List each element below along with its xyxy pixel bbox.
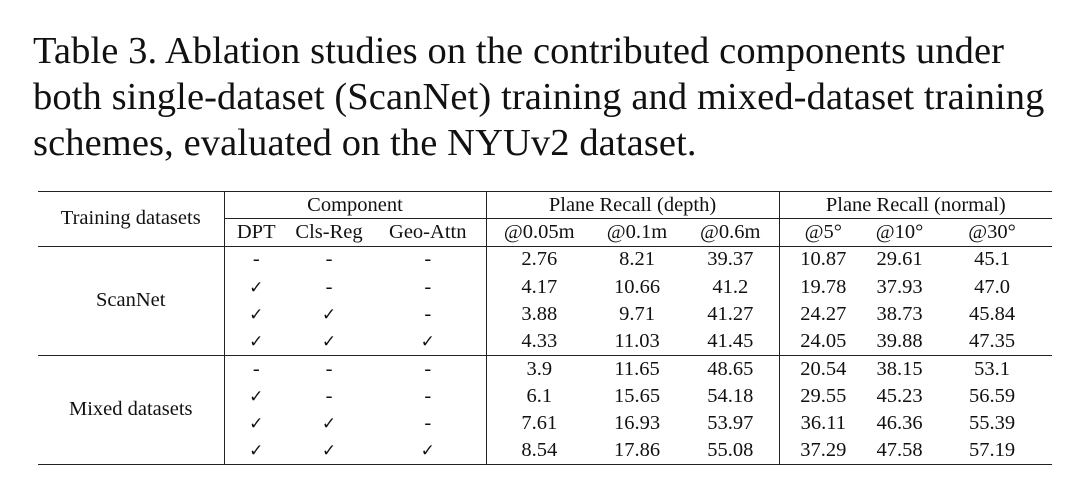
table-cell <box>370 383 486 410</box>
col-header-normal-5: @5° <box>804 220 842 243</box>
table-cell <box>224 383 288 410</box>
metric-value: 45.1 <box>974 248 1010 271</box>
table-cell <box>224 301 288 328</box>
caption-line: schemes, evaluated on the NYUv2 dataset. <box>33 122 697 164</box>
metric-value: 29.61 <box>876 248 923 271</box>
cell-dpt: ✓ <box>249 331 264 352</box>
metric-value: 3.9 <box>526 357 553 380</box>
col-header-depth-005: @0.05m <box>503 220 575 243</box>
table-cell <box>370 246 486 273</box>
metric-value: 17.86 <box>613 439 661 462</box>
table-cell <box>370 273 486 300</box>
metric-value: 7.61 <box>521 412 558 435</box>
table-cell <box>224 328 288 355</box>
caption-line: Table 3. Ablation studies on the contributed components under <box>33 30 1005 72</box>
table-cell <box>370 355 486 382</box>
table-cell <box>288 410 370 437</box>
col-header-depth-06: @0.6m <box>682 219 779 246</box>
row-group-label: Mixed datasets <box>38 355 224 464</box>
cell-dpt: ✓ <box>249 277 264 298</box>
metric-value: 4.17 <box>521 275 558 298</box>
col-header-dpt: DPT <box>236 220 276 243</box>
table-cell <box>224 355 288 382</box>
cell-cls-reg: ✓ <box>321 441 337 462</box>
table-cell <box>224 273 288 300</box>
metric-value: 41.45 <box>682 328 779 355</box>
row-group-label: ScanNet <box>38 246 224 355</box>
metric-value: 53.1 <box>974 357 1010 380</box>
cell-cls-reg: - <box>325 384 333 407</box>
table-cell <box>288 301 370 328</box>
metric-value: 41.2 <box>682 273 779 300</box>
metric-value: 24.05 <box>800 329 847 352</box>
cell-cls-reg: ✓ <box>321 331 337 352</box>
cell-dpt: - <box>252 248 260 271</box>
metric-value: 24.27 <box>800 302 847 325</box>
metric-value: 29.55 <box>800 384 847 407</box>
table-cell <box>224 246 288 273</box>
metric-value: 55.08 <box>682 437 779 464</box>
table-cell <box>224 437 288 464</box>
col-header-cls-reg: Cls-Reg <box>295 220 363 243</box>
table-cell <box>288 437 370 464</box>
metric-value: 4.33 <box>521 329 558 352</box>
ablation-table <box>38 191 1052 465</box>
cell-geo-attn: ✓ <box>420 441 435 462</box>
cell-cls-reg: - <box>325 248 333 271</box>
cell-dpt: ✓ <box>249 414 264 435</box>
metric-value: 39.37 <box>682 246 779 273</box>
metric-value: 15.65 <box>613 384 661 407</box>
metric-value: 3.88 <box>521 302 558 325</box>
table-cell <box>370 301 486 328</box>
table-caption <box>33 28 1063 166</box>
metric-value: 53.97 <box>682 410 779 437</box>
metric-value: 37.29 <box>800 439 847 462</box>
metric-value: 37.93 <box>876 275 923 298</box>
table-cell <box>288 383 370 410</box>
cell-geo-attn: - <box>424 412 432 435</box>
table-cell <box>370 410 486 437</box>
cell-cls-reg: ✓ <box>321 304 337 325</box>
cell-geo-attn: ✓ <box>420 331 435 352</box>
metric-value: 10.66 <box>613 275 661 298</box>
metric-value: 38.73 <box>876 302 923 325</box>
cell-cls-reg: ✓ <box>321 414 337 435</box>
header-normal-group: Plane Recall (normal) <box>779 192 1052 219</box>
header-component-group: Component <box>224 192 486 219</box>
cell-cls-reg: - <box>325 275 333 298</box>
table-cell <box>288 273 370 300</box>
col-header-depth-01: @0.1m <box>606 220 668 243</box>
metric-value: 11.65 <box>614 357 660 380</box>
cell-geo-attn: - <box>424 357 432 380</box>
metric-value: 39.88 <box>876 329 923 352</box>
table-row <box>38 355 1052 382</box>
metric-value: 41.27 <box>682 301 779 328</box>
caption-line: both single-dataset (ScanNet) training and mixed-dataset training <box>33 76 1045 118</box>
metric-value: 11.03 <box>614 329 660 352</box>
metric-value: 8.21 <box>619 248 655 271</box>
table-header <box>38 192 1052 247</box>
metric-value: 47.0 <box>974 275 1010 298</box>
header-depth-group: Plane Recall (depth) <box>486 192 779 219</box>
metric-value: 6.1 <box>526 384 553 407</box>
table-body <box>38 246 1052 464</box>
col-header-geo-attn: Geo-Attn <box>370 219 486 246</box>
metric-value: 19.78 <box>800 275 847 298</box>
metric-value: 47.58 <box>876 439 923 462</box>
metric-value: 36.11 <box>800 412 846 435</box>
metric-value: 46.36 <box>876 412 923 435</box>
metric-value: 55.39 <box>968 412 1016 435</box>
col-header-normal-10: @10° <box>875 220 924 243</box>
metric-value: 8.54 <box>521 439 558 462</box>
table-cell <box>288 355 370 382</box>
metric-value: 45.84 <box>968 302 1016 325</box>
metric-value: 38.15 <box>876 357 923 380</box>
cell-geo-attn: - <box>424 302 432 325</box>
table-cell <box>370 328 486 355</box>
table-cell <box>288 246 370 273</box>
metric-value: 47.35 <box>968 329 1016 352</box>
metric-value: 45.23 <box>876 384 923 407</box>
metric-value: 54.18 <box>682 383 779 410</box>
table-cell <box>224 410 288 437</box>
cell-geo-attn: - <box>424 248 432 271</box>
metric-value: 2.76 <box>521 248 558 271</box>
cell-dpt: - <box>252 357 260 380</box>
metric-value: 48.65 <box>682 355 779 382</box>
table-cell <box>288 328 370 355</box>
metric-value: 56.59 <box>968 384 1016 407</box>
metric-value: 10.87 <box>800 248 847 271</box>
table-cell <box>370 437 486 464</box>
metric-value: 20.54 <box>800 357 847 380</box>
cell-geo-attn: - <box>424 384 432 407</box>
col-header-normal-30: @30° <box>968 220 1016 243</box>
table-row <box>38 246 1052 273</box>
cell-dpt: ✓ <box>249 386 264 407</box>
cell-dpt: ✓ <box>249 304 264 325</box>
header-training-datasets: Training datasets <box>38 192 224 247</box>
metric-value: 16.93 <box>613 412 661 435</box>
metric-value: 9.71 <box>619 302 655 325</box>
cell-geo-attn: - <box>424 275 432 298</box>
metric-value: 57.19 <box>968 439 1016 462</box>
cell-cls-reg: - <box>325 357 333 380</box>
cell-dpt: ✓ <box>249 441 264 462</box>
